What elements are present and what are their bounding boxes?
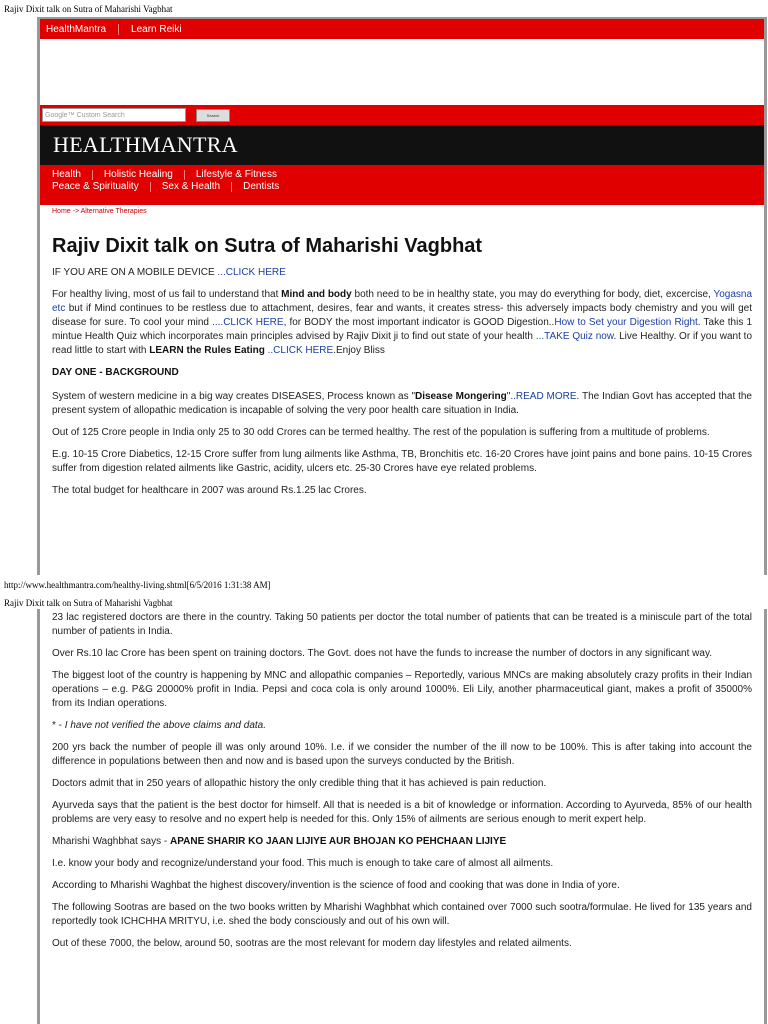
digestion-link[interactable]: How to Set your Digestion Right [554, 317, 698, 328]
paragraph: 200 yrs back the number of people ill was only around 10%. I.e. if we consider the number of the ill now to be 100%. This is after taking into account the difference in populations between then and now and is based upon the surveys conducted by the British. [52, 742, 752, 767]
top-nav [40, 19, 764, 39]
paragraph: I.e. know your body and recognize/understand your food. This much is enough to take care of almost all ailments. [52, 858, 554, 869]
paragraph: Over Rs.10 lac Crore has been spent on training doctors. The Govt. does not have the funds to increase the number of doctors in any significant way. [52, 648, 712, 659]
paragraph: The total budget for healthcare in 2007 was around Rs.1.25 lac Crores. [52, 485, 367, 496]
paragraph: 23 lac registered doctors are there in the country. Taking 50 patients per doctor the total number of patients that can be treated is a miniscule part of the total number of patients in India. [52, 612, 752, 637]
quiz-link[interactable]: ...TAKE Quiz now [535, 331, 614, 342]
yogasna-link[interactable]: Yogasna etc [52, 289, 753, 314]
intro-paragraph: For healthy living, most of us fail to understand that Mind and body both need to be in healthy state, you may do everything for body, diet, excercise, Yogasna etc but if Mind continues to be restless due to attachment, desires, fear and wants, it creates stress- this adversely impacts body chemistry and you will get disease for sure. To cool your mind ....CLICK HERE, for BODY the most important indicator is GOOD Digestion..How to Set your Digestion Right. Take this 1 mintue Health Quiz which incorporates main principles advised by Rajiv Dixit ji to find out state of your health ...TAKE Quiz now. Live Healthy. Or if you want to read little to start with LEARN the Rules Eating ..CLICK HERE.Enjoy Bliss [52, 289, 753, 356]
page-title: Rajiv Dixit talk on Sutra of Maharishi Vagbhat [52, 235, 483, 257]
paragraph: E.g. 10-15 Crore Diabetics, 12-15 Crore suffer from lung ailments like Asthma, TB, Bronchitis etc. 16-20 Crores have joint pains and bone pains. 10-15 Crores suffer from digestion related ailments like Gastric, acidity, ulcers etc. 25-30 Crores have eye related problems. [52, 449, 752, 474]
main-nav [40, 165, 764, 205]
nav-divider [92, 170, 93, 180]
ad-space [40, 39, 764, 105]
top-nav-healthmantra[interactable]: HealthMantra [46, 23, 107, 35]
search-button[interactable]: Search [196, 109, 230, 122]
nav-divider [184, 170, 185, 180]
mobile-click-here-link[interactable]: ...CLICK HERE [217, 267, 286, 278]
system-paragraph: System of western medicine in a big way creates DISEASES, Process known as "Disease Mongering"..READ MORE. The Indian Govt has accepted that the present system of allopathic medication is incapable of solving the very poor health care situation in India. [52, 391, 752, 416]
page-frame [37, 609, 767, 1024]
mobile-notice: IF YOU ARE ON A MOBILE DEVICE ...CLICK HERE [52, 267, 286, 278]
breadcrumb[interactable]: Home -> Alternative Therapies [52, 208, 147, 215]
article-content [40, 234, 764, 498]
nav-item-lifestyle-fitness[interactable]: Lifestyle & Fitness [195, 169, 277, 180]
print-header: Rajiv Dixit talk on Sutra of Maharishi Vagbhat [4, 4, 173, 14]
paragraph: Ayurveda says that the patient is the best doctor for himself. All that is needed is a bit of knowledge or information. According to Ayurveda, 85% of our health problems are very easy to resolve and no expert help is needed for this. Only 15% of ailments are serious enough to merit expert help. [52, 800, 752, 825]
nav-divider [231, 182, 232, 192]
section-heading: DAY ONE - BACKGROUND [52, 367, 179, 378]
paragraph: Doctors admit that in 250 years of allopathic history the only credible thing that it has achieved is pain reduction. [52, 778, 547, 789]
print-footer: http://www.healthmantra.com/healthy-living.shtml[6/5/2016 1:31:38 AM] [4, 580, 271, 590]
note-paragraph: * - I have not verified the above claims and data. [52, 720, 267, 731]
nav-item-sex-health[interactable]: Sex & Health [161, 181, 221, 192]
nav-divider [150, 182, 151, 192]
search-input[interactable]: Google™ Custom Search [42, 108, 186, 122]
page-frame [37, 17, 767, 575]
paragraph: The following Sootras are based on the two books written by Mharishi Waghbhat which contained over 7000 such sootra/formulae. He lived for 135 years and reportedly took ICHCHHA MRITYU, i.e. shed the body consciously and out of his own will. [52, 902, 752, 927]
paragraph: The biggest loot of the country is happening by MNC and allopathic companies – Reportedly, various MNCs are making absolutely crazy profits in their Indian operations – e.g. P&G 20000% profit in India. Pepsi and coca cola is only around 1000%. Eli Lily, another pharmaceutical giant, makes a profit of 35000% from its Indian operations. [52, 670, 752, 709]
paragraph: Out of 125 Crore people in India only 25 to 30 odd Crores can be termed healthy. The rest of the population is suffering from a multitude of problems. [52, 427, 710, 438]
nav-item-peace-spirituality[interactable]: Peace & Spirituality [52, 181, 139, 192]
nav-item-health[interactable]: Health [52, 169, 81, 180]
cool-mind-link[interactable]: ....CLICK HERE [212, 317, 284, 328]
top-nav-learn-reiki[interactable]: Learn Reiki [131, 23, 182, 35]
quote-paragraph: Mharishi Waghbhat says - APANE SHARIR KO JAAN LIJIYE AUR BHOJAN KO PEHCHAAN LIJIYE [52, 836, 507, 847]
paragraph: Out of these 7000, the below, around 50, sootras are the most relevant for modern day lifestyles and related ailments. [52, 938, 572, 949]
site-title[interactable]: HEALTHMANTRA [53, 132, 238, 157]
print-header: Rajiv Dixit talk on Sutra of Maharishi Vagbhat [4, 598, 173, 608]
search-bar [40, 105, 764, 125]
nav-item-dentists[interactable]: Dentists [243, 181, 280, 192]
paragraph: According to Mharishi Waghbat the highest discovery/invention is the science of food and cooking that was done in India of yore. [52, 880, 620, 891]
nav-divider [118, 24, 119, 35]
nav-item-holistic-healing[interactable]: Holistic Healing [103, 169, 173, 180]
article-content [40, 609, 764, 951]
rules-eating-link[interactable]: ..CLICK HERE [267, 345, 334, 356]
read-more-link[interactable]: ..READ MORE [510, 391, 577, 402]
brand-bar [40, 125, 764, 165]
